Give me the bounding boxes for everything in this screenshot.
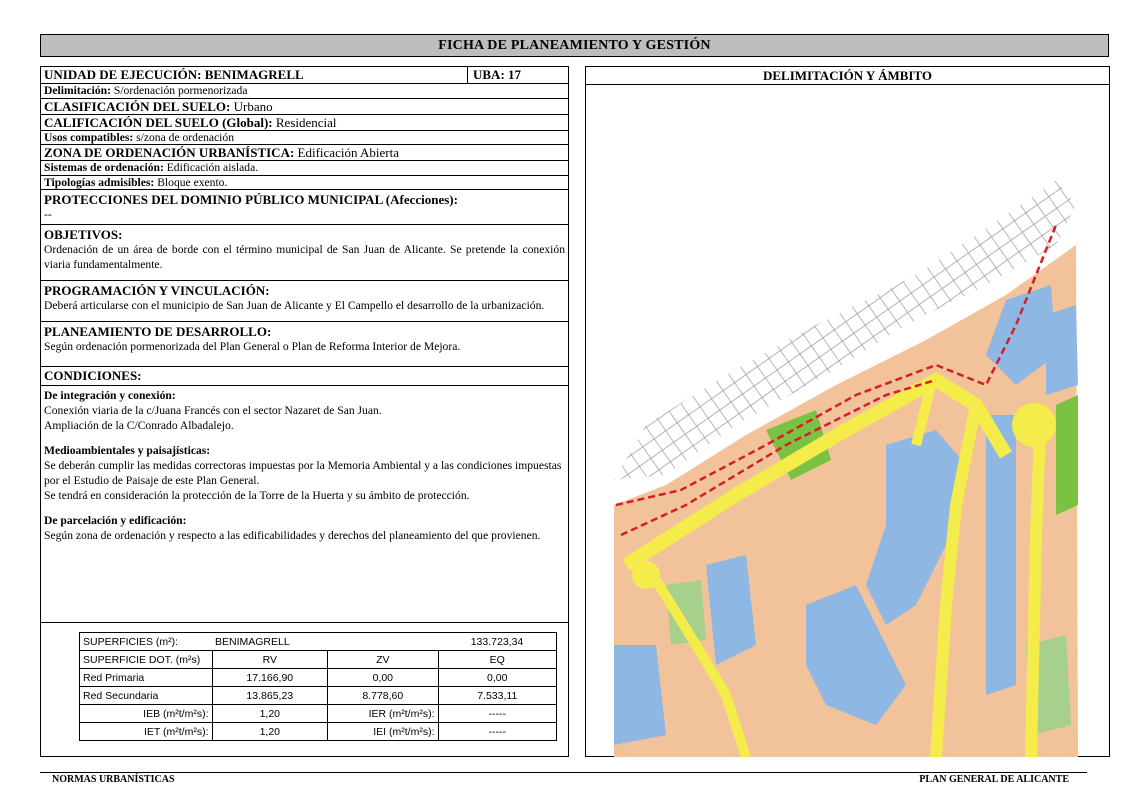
field-zona: ZONA DE ORDENACIÓN URBANÍSTICA: Edificación Abierta — [41, 145, 568, 161]
field-usos: Usos compatibles: s/zona de ordenación — [41, 131, 568, 146]
unidad-value: BENIMAGRELL — [204, 67, 304, 82]
ficha-panel — [40, 66, 569, 757]
footer-left: NORMAS URBANÍSTICAS — [52, 774, 175, 785]
field-clasificacion: CLASIFICACIÓN DEL SUELO: Urbano — [41, 99, 568, 115]
condiciones-header: CONDICIONES: — [41, 367, 568, 386]
table-row: SUPERFICIES (m²): BENIMAGRELL 133.723,34 — [80, 633, 557, 651]
roundabout — [632, 561, 660, 589]
condiciones-section: De integración y conexión: Conexión viaria de la c/Juana Francés con el sector Nazaret de San Juan. Ampliación de la C/Conrado Albadalejo. Medioambientales y paisajísticas: Se deberán cumplir las medidas correctoras impuestas por la Memoria Ambiental y a las condiciones impuestas por el Estudio de Paisaje de este Plan General. Se tendrá en consideración la protección de la Torre de la Huerta y su ámbito de protección. De parcelación y edificación: Según zona de ordenación y respecto a las edificabilidades y derechos del planeamiento del que provienen. — [44, 389, 562, 542]
planeamiento-section: PLANEAMIENTO DE DESARROLLO: Según ordenación pormenorizada del Plan General o Plan de Reforma Interior de Mejora. — [41, 322, 568, 367]
protecciones-section: PROTECCIONES DEL DOMINIO PÚBLICO MUNICIPAL (Afecciones): -- — [41, 190, 568, 225]
table-row: IET (m²t/m²s): 1,20 IEI (m²t/m²s): ----- — [80, 723, 557, 741]
delimitation-map — [586, 85, 1109, 757]
field-sistemas: Sistemas de ordenación: Edificación aislada. — [41, 161, 568, 176]
table-row: Red Primaria 17.166,90 0,00 0,00 — [80, 669, 557, 687]
roundabout — [1012, 403, 1056, 447]
field-calificacion: CALIFICACIÓN DEL SUELO (Global): Residencial — [41, 115, 568, 131]
unidad-label: UNIDAD DE EJECUCIÓN: — [44, 67, 202, 82]
field-delimitacion: Delimitación: S/ordenación pormenorizada — [41, 84, 568, 99]
page-title: FICHA DE PLANEAMIENTO Y GESTIÓN — [40, 34, 1109, 57]
map-panel — [585, 66, 1110, 757]
blue-parcel — [1046, 305, 1078, 395]
programacion-section: PROGRAMACIÓN Y VINCULACIÓN: Deberá articularse con el municipio de San Juan de Alicante y El Campello el desarrollo de la urbanización. — [41, 281, 568, 322]
footer-right: PLAN GENERAL DE ALICANTE — [919, 774, 1069, 785]
table-row: SUPERFICIE DOT. (m²s) RV ZV EQ — [80, 651, 557, 669]
objetivos-section: OBJETIVOS: Ordenación de un área de borde con el término municipal de San Juan de Alicante. Se pretende la conexión viaria fundamentalmente. — [41, 225, 568, 281]
uba-value: UBA: 17 — [467, 67, 568, 83]
superficies-table — [79, 632, 557, 741]
map-title: DELIMITACIÓN Y ÁMBITO — [586, 67, 1109, 85]
table-row: IEB (m²t/m²s): 1,20 IER (m²t/m²s): ----- — [80, 705, 557, 723]
green-parcel — [1056, 395, 1078, 515]
unidad-row — [41, 67, 568, 84]
table-row: Red Secundaria 13.865,23 8.778,60 7.533,11 — [80, 687, 557, 705]
field-tipologias: Tipologías admisibles: Bloque exento. — [41, 176, 568, 191]
